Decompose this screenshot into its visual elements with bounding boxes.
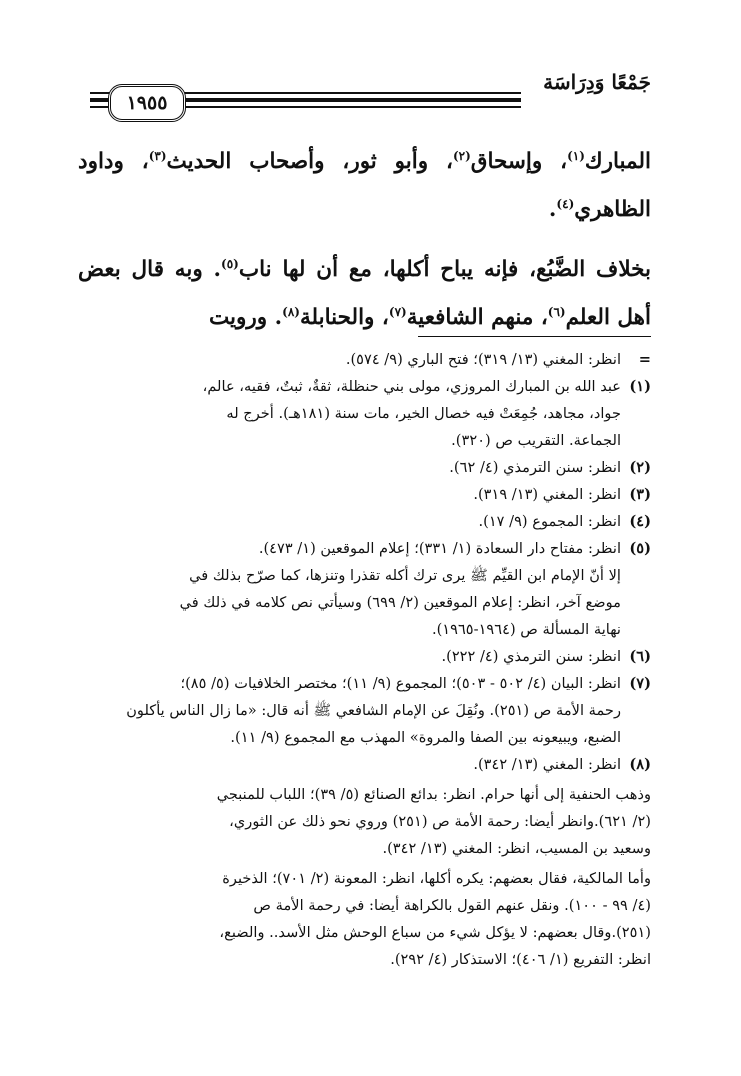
footnote-line: نهاية المسألة ص (١٩٦٤-١٩٦٥). xyxy=(431,621,621,638)
note-line: وأما المالكية، فقال بعضهم: يكره أكلها، انظر: المعونة (٢/ ٧٠١)؛ الذخيرة xyxy=(222,870,651,887)
footnote-6 xyxy=(78,643,651,670)
note-hanafi xyxy=(78,781,651,862)
footnote-line: انظر: المغني (١٣/ ٣١٩)؛ فتح الباري (٩/ ٥٧٤). xyxy=(345,351,621,368)
footnote-2 xyxy=(78,454,651,481)
page-number: ١٩٥٥ xyxy=(126,92,168,114)
footnote-line: انظر: المغني (١٣/ ٣١٩). xyxy=(473,486,621,503)
footnote-mark: = xyxy=(638,351,651,368)
footnote-3 xyxy=(78,481,651,508)
footnote-mark: (١) xyxy=(629,378,651,395)
footnote-mark: (٢) xyxy=(629,459,651,476)
main-text xyxy=(78,138,651,354)
footnote-mark: (٧) xyxy=(629,675,651,692)
footnote-line: انظر: سنن الترمذي (٤/ ٦٢). xyxy=(449,459,621,476)
footnote-ref[interactable]: (١) xyxy=(567,148,585,163)
footnote-mark: (٨) xyxy=(629,756,651,773)
footnote-ref[interactable]: (٢) xyxy=(452,148,471,163)
note-line: انظر: التفريع (١/ ٤٠٦)؛ الاستذكار (٤/ ٢٩٢). xyxy=(390,951,651,968)
footnote-ref[interactable]: (٤) xyxy=(556,196,575,211)
footnote-line: جواد، مجاهد، جُمِعَتْ فيه خصال الخير، مات سنة (١٨١هـ). أخرج له xyxy=(226,405,621,422)
page-number-frame xyxy=(108,84,186,122)
note-line: وسعيد بن المسيب، انظر: المغني (١٣/ ٣٤٢). xyxy=(382,840,651,857)
footnote-8 xyxy=(78,751,651,778)
paragraph-2: بخلاف الضَّبُع، فإنه يباح أكلها، مع أن لها ناب$^{(٥)}$. وبه قال بعض أهل العلم$^{(٦)}$، منهم الشافعية$^{(٧)}$، والحنابلة$^{(٨)}$. ورويت xyxy=(78,256,652,330)
footnote-line: عبد الله بن المبارك المروزي، مولى بني حنظلة، ثقةٌ، ثبتٌ، فقيه، عالم، xyxy=(202,378,621,395)
paragraph-1: المبارك$^{(١)}$، وإسحاق$^{(٢)}$، وأبو ثور، وأصحاب الحديث$^{(٣)}$، وداود الظاهري$^{(٤)}$. xyxy=(78,148,652,222)
footnote-mark: (٦) xyxy=(629,648,651,665)
footnote-7 xyxy=(78,670,651,751)
footnote-line: انظر: المغني (١٣/ ٣٤٢). xyxy=(473,756,621,773)
note-line: (٤/ ٩٩ - ١٠٠). ونقل عنهم القول بالكراهة أيضا: في رحمة الأمة ص xyxy=(253,897,651,914)
note-line: وذهب الحنفية إلى أنها حرام. انظر: بدائع الصنائع (٥/ ٣٩)؛ اللباب للمنبجي xyxy=(216,786,651,803)
footnote-line: موضع آخر، انظر: إعلام الموقعين (٢/ ٦٩٩) وسيأتي نص كلامه في ذلك في xyxy=(179,594,621,611)
footnote-line: انظر: سنن الترمذي (٤/ ٢٢٢). xyxy=(441,648,621,665)
footnote-4 xyxy=(78,508,651,535)
footnote-ref[interactable]: (٦) xyxy=(547,304,566,319)
note-maliki xyxy=(78,865,651,973)
footnote-separator xyxy=(418,336,651,337)
running-title: جَمْعًا وَدِرَاسَة xyxy=(543,70,651,94)
footnote-line: انظر: مفتاح دار السعادة (١/ ٣٣١)؛ إعلام الموقعين (١/ ٤٧٣). xyxy=(258,540,621,557)
footnote-ref[interactable]: (٥) xyxy=(221,256,239,271)
footnote-line: إلا أنّ الإمام ابن القيِّم ﷺ يرى ترك أكله تقذرا وتنزها، كما صرّح بذلك في xyxy=(189,567,621,584)
footnote-mark: (٥) xyxy=(629,540,651,557)
footnote-5 xyxy=(78,535,651,643)
footnote-continued xyxy=(78,346,651,373)
note-line: (٢٥١).وقال بعضهم: لا يؤكل شيء من سباع الوحش مثل الأسد.. والضبع، xyxy=(219,924,651,941)
footnote-line: الضبع، ويبيعونه بين الصفا والمروة» المهذب مع المجموع (٩/ ١١). xyxy=(230,729,621,746)
footnote-line: انظر: المجموع (٩/ ١٧). xyxy=(478,513,621,530)
footnote-mark: (٤) xyxy=(629,513,651,530)
footnote-mark: (٣) xyxy=(629,486,651,503)
note-line: (٢/ ٦٢١).وانظر أيضا: رحمة الأمة ص (٢٥١) وروي نحو ذلك عن الثوري، xyxy=(229,813,651,830)
footnote-ref[interactable]: (٣) xyxy=(148,148,167,163)
footnote-line: انظر: البيان (٤/ ٥٠٢ - ٥٠٣)؛ المجموع (٩/ ١١)؛ مختصر الخلافيات (٥/ ٨٥)؛ xyxy=(180,675,621,692)
footnote-ref[interactable]: (٧) xyxy=(388,304,407,319)
footnote-line: رحمة الأمة ص (٢٥١). ونُقِلَ عن الإمام الشافعي ﷺ أنه قال: «ما زال الناس يأكلون xyxy=(126,702,621,719)
footnote-line: الجماعة. التقريب ص (٣٢٠). xyxy=(451,432,621,449)
footnotes xyxy=(78,346,651,973)
footnote-1 xyxy=(78,373,651,454)
footnote-ref[interactable]: (٨) xyxy=(282,304,300,319)
